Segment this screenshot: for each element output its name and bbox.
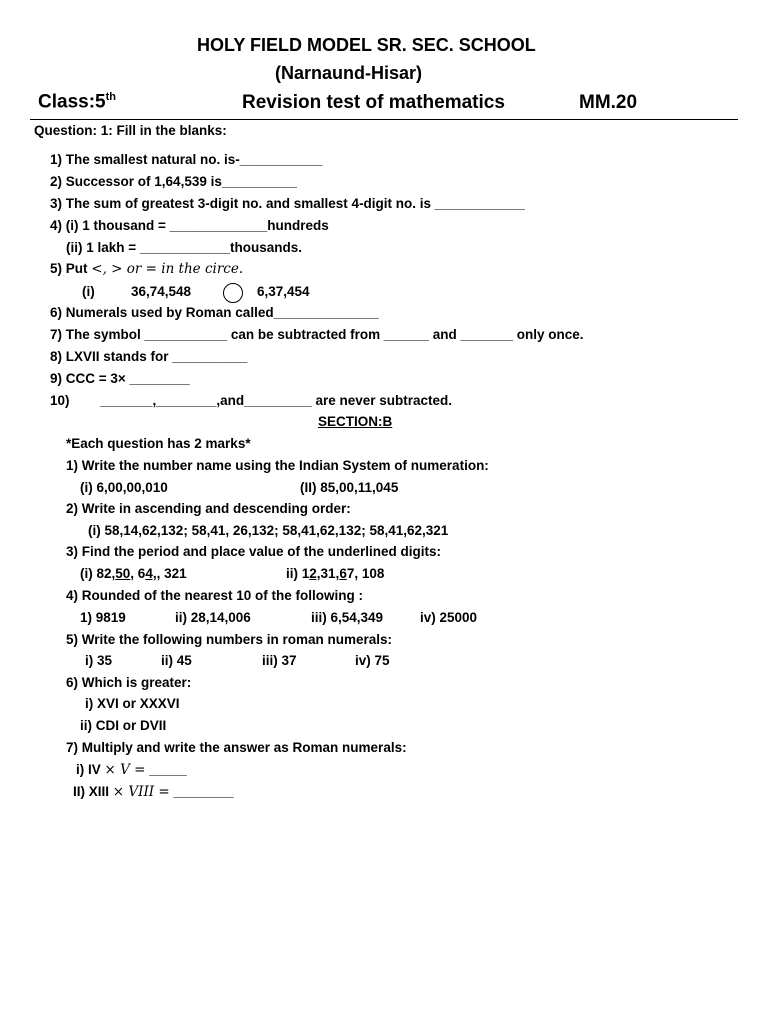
- q7b-text: II) XIII: [73, 784, 110, 799]
- class-label: [38, 91, 116, 113]
- q7-part-2: [73, 784, 234, 800]
- blank-item-10-label: 10): [50, 393, 70, 408]
- q3b-text-1: ii) 1: [286, 566, 310, 581]
- q6-part-1: i) XVI or XXXVI: [85, 696, 180, 711]
- q3-part-b: [286, 566, 384, 581]
- q2-part-a: (i) 58,14,62,132; 58,41, 26,132; 58,41,62,132; 58,41,62,321: [88, 523, 449, 538]
- school-location: (Narnaund-Hisar): [275, 63, 423, 83]
- section-b-heading: SECTION:B: [318, 414, 393, 429]
- q7-part-1: [76, 762, 187, 778]
- blank-item-10: _______,________,and_________ are never subtracted.: [100, 393, 453, 408]
- section-b-q4: 4) Rounded of the nearest 10 of the following :: [66, 588, 364, 603]
- q3b-text-2: 31,: [320, 566, 340, 581]
- q4-part-4: iv) 25000: [420, 610, 478, 625]
- q3b-underlined-1: 2,: [309, 566, 321, 581]
- q4-part-2: ii) 28,14,006: [175, 610, 251, 625]
- max-marks: MM.20: [579, 92, 638, 113]
- section-b-q7: 7) Multiply and write the answer as Roman numerals:: [66, 740, 407, 755]
- q7b-math: × VIII =: [112, 784, 170, 800]
- q5-part-1: i) 35: [85, 653, 113, 668]
- q7a-math: × V =: [104, 762, 146, 778]
- item-5-label: (i): [82, 284, 95, 299]
- q3a-text-1: (i) 82,: [80, 566, 116, 581]
- class-text: Class:5: [38, 91, 106, 113]
- q1-part-a: (i) 6,00,00,010: [80, 480, 168, 495]
- item-5-text: 5) Put: [50, 261, 88, 276]
- item-5-right-number: 6,37,454: [257, 284, 310, 299]
- blank-item-9: 9) CCC = 3× ________: [50, 371, 190, 386]
- blank-item-7: 7) The symbol ___________ can be subtracted from ______ and _______ only once.: [50, 327, 584, 342]
- blank-item-5: [50, 261, 243, 277]
- q1-part-b: (II) 85,00,11,045: [300, 480, 399, 495]
- item-5-math: <, > or = in the circe.: [91, 261, 244, 277]
- header-divider: [30, 119, 738, 120]
- section-b-q5: 5) Write the following numbers in roman numerals:: [66, 632, 393, 647]
- q5-part-4: iv) 75: [355, 653, 390, 668]
- q6-part-2: ii) CDI or DVII: [80, 718, 167, 733]
- section-b-q3: 3) Find the period and place value of the underlined digits:: [66, 544, 442, 559]
- q3a-text-3: , 321: [156, 566, 187, 581]
- blank-item-2: 2) Successor of 1,64,539 is__________: [50, 174, 297, 189]
- q3b-text-3: 7, 108: [346, 566, 385, 581]
- school-name: HOLY FIELD MODEL SR. SEC. SCHOOL: [197, 35, 536, 55]
- q7b-blank: ________: [169, 784, 234, 799]
- blank-item-4i: 4) (i) 1 thousand = _____________hundreds: [50, 218, 329, 233]
- blank-item-8: 8) LXVII stands for __________: [50, 349, 248, 364]
- q3b-underlined-2: 6: [339, 566, 347, 581]
- section-b-q1: 1) Write the number name using the Indian System of numeration:: [66, 458, 489, 473]
- q4-part-1: 1) 9819: [80, 610, 126, 625]
- q5-part-3: iii) 37: [262, 653, 297, 668]
- q7a-blank: _____: [145, 762, 187, 777]
- test-title: Revision test of mathematics: [242, 92, 505, 113]
- blank-item-1: 1) The smallest natural no. is-___________: [50, 152, 323, 167]
- q5-part-2: ii) 45: [161, 653, 192, 668]
- q3a-text-2: , 6: [130, 566, 146, 581]
- section-b-q2: 2) Write in ascending and descending order:: [66, 501, 351, 516]
- marks-note: *Each question has 2 marks*: [66, 436, 251, 451]
- section-b-q6: 6) Which is greater:: [66, 675, 192, 690]
- blank-item-4ii: (ii) 1 lakh = ____________thousands.: [66, 240, 302, 255]
- question-1-heading: Question: 1: Fill in the blanks:: [34, 123, 227, 138]
- q4-part-3: iii) 6,54,349: [311, 610, 384, 625]
- q3-part-a: [80, 566, 187, 581]
- q7a-text: i) IV: [76, 762, 101, 777]
- q3a-underlined-2: 4,: [145, 566, 157, 581]
- blank-item-3: 3) The sum of greatest 3-digit no. and smallest 4-digit no. is ____________: [50, 196, 525, 211]
- blank-item-6: 6) Numerals used by Roman called______________: [50, 305, 379, 320]
- q3a-underlined-1: 50: [115, 566, 131, 581]
- item-5-left-number: 36,74,548: [131, 284, 192, 299]
- compare-circle: [223, 283, 243, 303]
- class-superscript: th: [105, 91, 116, 103]
